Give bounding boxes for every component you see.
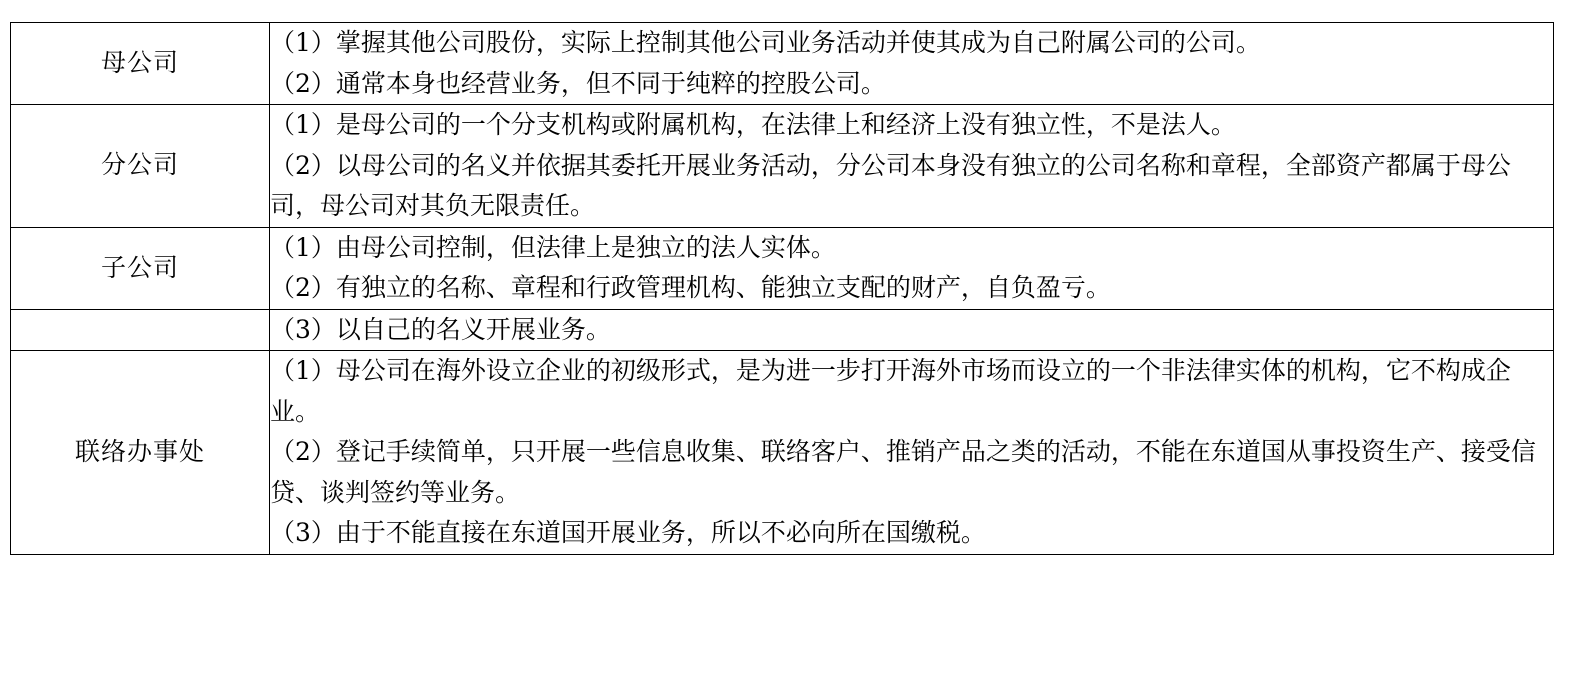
document-page	[0, 22, 1572, 678]
content-line: （1）是母公司的一个分支机构或附属机构，在法律上和经济上没有独立性，不是法人。	[270, 110, 1236, 139]
row-label-cell: 联络办事处	[11, 351, 270, 555]
content-line: （2）有独立的名称、章程和行政管理机构、能独立支配的财产，自负盈亏。	[270, 273, 1111, 302]
row-content-cell	[270, 105, 1554, 228]
row-label-cell: 母公司	[11, 23, 270, 105]
table-row	[11, 227, 1554, 309]
row-label-cell: 子公司	[11, 227, 270, 309]
company-types-table	[10, 22, 1554, 555]
table-row	[11, 105, 1554, 228]
content-line: （1）母公司在海外设立企业的初级形式，是为进一步打开海外市场而设立的一个非法律实体的机构，它不构成企业。	[270, 356, 1511, 426]
row-content-cell	[270, 227, 1554, 309]
table-row	[11, 309, 1554, 351]
content-line: （3）以自己的名义开展业务。	[270, 314, 611, 344]
content-line: （1）掌握其他公司股份，实际上控制其他公司业务活动并使其成为自己附属公司的公司。	[270, 28, 1261, 57]
table-row	[11, 351, 1554, 555]
content-line: （2）登记手续简单，只开展一些信息收集、联络客户、推销产品之类的活动，不能在东道国从事投资生产、接受信贷、谈判签约等业务。	[270, 437, 1536, 507]
table-body	[11, 23, 1554, 555]
row-content-cell	[270, 351, 1554, 555]
table-row	[11, 23, 1554, 105]
row-label-cell: 分公司	[11, 105, 270, 228]
content-line: （2）通常本身也经营业务，但不同于纯粹的控股公司。	[270, 68, 886, 98]
row-content-cell	[270, 23, 1554, 105]
content-line: （1）由母公司控制，但法律上是独立的法人实体。	[270, 232, 836, 262]
content-line: （2）以母公司的名义并依据其委托开展业务活动，分公司本身没有独立的公司名称和章程，全部资产都属于母公司，母公司对其负无限责任。	[270, 150, 1511, 220]
row-content-cell	[270, 309, 1554, 351]
content-line: （3）由于不能直接在东道国开展业务，所以不必向所在国缴税。	[270, 518, 986, 547]
row-label-cell	[11, 309, 270, 351]
